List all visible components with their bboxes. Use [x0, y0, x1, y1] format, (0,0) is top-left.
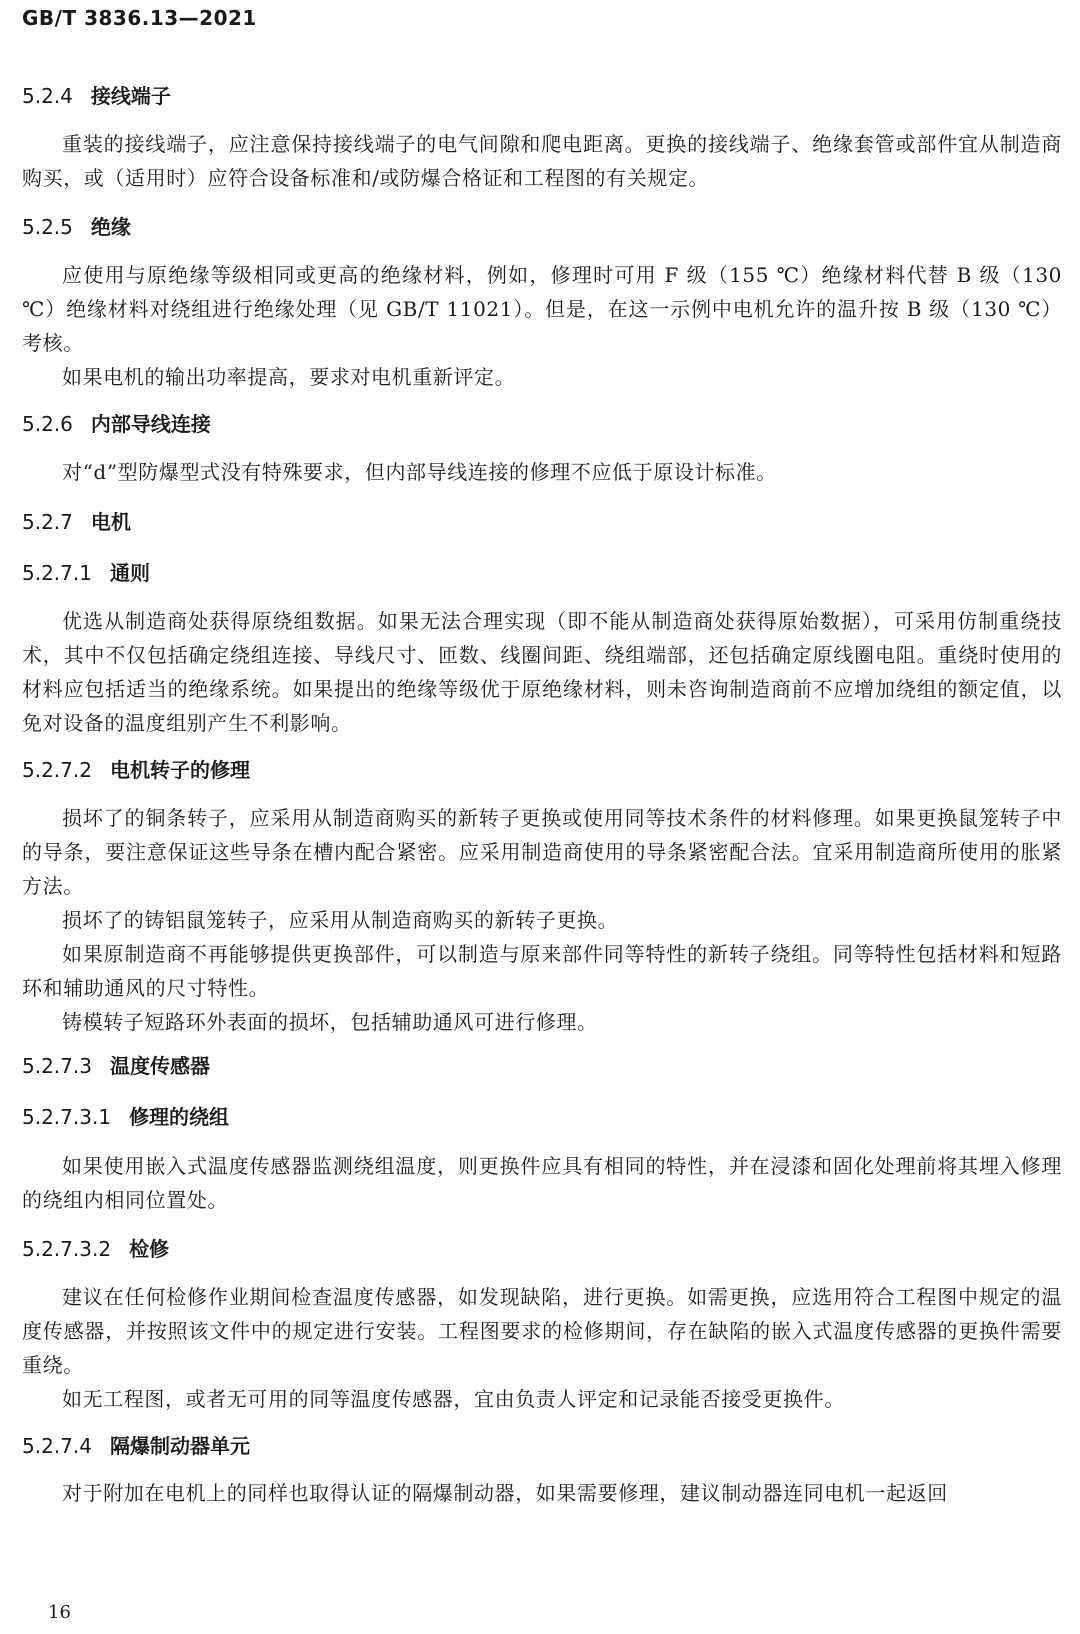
section-body-5-2-7-3-2 [22, 1280, 1062, 1416]
paragraph: 如无工程图，或者无可用的同等温度传感器，宜由负责人评定和记录能否接受更换件。 [62, 1387, 845, 1411]
section-heading-5-2-5 [22, 215, 1062, 239]
paragraph: 优选从制造商处获得原绕组数据。如果无法合理实现（即不能从制造商处获得原始数据），可采用仿制重绕技术，其中不仅包括确定绕组连接、导线尺寸、匝数、线圈间距、绕组端部，还包括确定原线圈电阻。重绕时使用的材料应包括适当的绝缘系统。如果提出的绝缘等级优于原绝缘材料，则未咨询制造商前不应增加绕组的额定值，以免对设备的温度组别产生不利影响。 [22, 609, 1062, 735]
section-title: 内部导线连接 [90, 412, 211, 436]
section-heading-5-2-7-3-2 [22, 1237, 1062, 1261]
standard-code: GB/T 3836.13—2021 [22, 6, 257, 30]
section-body-5-2-7-3-1 [22, 1149, 1062, 1217]
section-number: 5.2.7.3.2 [22, 1237, 112, 1261]
section-heading-5-2-7-4 [22, 1434, 1062, 1458]
section-number: 5.2.7.3.1 [22, 1105, 112, 1129]
section-heading-5-2-7-1 [22, 561, 1062, 585]
page-number: 16 [48, 1602, 71, 1623]
section-number: 5.2.7.2 [22, 758, 92, 782]
paragraph: 如果使用嵌入式温度传感器监测绕组温度，则更换件应具有相同的特性，并在浸漆和固化处理前将其埋入修理的绕组内相同位置处。 [22, 1154, 1062, 1212]
section-title: 隔爆制动器单元 [109, 1434, 250, 1458]
section-heading-5-2-7-2 [22, 758, 1062, 782]
section-title: 温度传感器 [109, 1054, 210, 1078]
section-number: 5.2.7.3 [22, 1054, 92, 1078]
section-body-5-2-4 [22, 127, 1062, 195]
section-title: 检修 [129, 1237, 170, 1261]
section-number: 5.2.7 [22, 510, 73, 534]
section-body-5-2-7-4 [22, 1476, 1062, 1510]
section-title: 电机 [90, 510, 131, 534]
paragraph: 应使用与原绝缘等级相同或更高的绝缘材料，例如，修理时可用 F 级（155 ℃）绝缘材料代替 B 级（130 ℃）绝缘材料对绕组进行绝缘处理（见 GB/T 11021）。但是，在这一示例中电机允许的温升按 B 级（130 ℃）考核。 [22, 263, 1063, 355]
paragraph: 如果原制造商不再能够提供更换部件，可以制造与原来部件同等特性的新转子绕组。同等特性包括材料和短路环和辅助通风的尺寸特性。 [22, 942, 1062, 1000]
paragraph: 铸模转子短路环外表面的损坏，包括辅助通风可进行修理。 [62, 1010, 598, 1034]
paragraph: 重装的接线端子，应注意保持接线端子的电气间隙和爬电距离。更换的接线端子、绝缘套管或部件宜从制造商购买，或（适用时）应符合设备标准和/或防爆合格证和工程图的有关规定。 [22, 132, 1062, 190]
section-title: 绝缘 [90, 215, 131, 239]
section-title: 通则 [109, 561, 150, 585]
section-heading-5-2-7-3 [22, 1054, 1062, 1078]
paragraph: 建议在任何检修作业期间检查温度传感器，如发现缺陷，进行更换。如需更换，应选用符合工程图中规定的温度传感器，并按照该文件中的规定进行安装。工程图要求的检修期间，存在缺陷的嵌入式温度传感器的更换件需要重绕。 [22, 1285, 1062, 1377]
section-title: 接线端子 [90, 84, 171, 108]
section-number: 5.2.4 [22, 84, 73, 108]
section-body-5-2-7-2 [22, 801, 1062, 1039]
section-heading-5-2-7-3-1 [22, 1105, 1062, 1129]
paragraph: 损坏了的铜条转子，应采用从制造商购买的新转子更换或使用同等技术条件的材料修理。如果更换鼠笼转子中的导条，要注意保证这些导条在槽内配合紧密。应采用制造商使用的导条紧密配合法。宜采用制造商所使用的胀紧方法。 [22, 806, 1062, 898]
section-heading-5-2-6 [22, 412, 1062, 436]
paragraph: 损坏了的铸铝鼠笼转子，应采用从制造商购买的新转子更换。 [62, 908, 619, 932]
section-number: 5.2.7.4 [22, 1434, 92, 1458]
section-body-5-2-7-1 [22, 604, 1062, 740]
paragraph: 对“d”型防爆型式没有特殊要求，但内部导线连接的修理不应低于原设计标准。 [62, 460, 777, 484]
section-number: 5.2.6 [22, 412, 73, 436]
paragraph: 对于附加在电机上的同样也取得认证的隔爆制动器，如果需要修理，建议制动器连同电机一起返回 [62, 1481, 948, 1505]
section-title: 电机转子的修理 [109, 758, 250, 782]
section-heading-5-2-4 [22, 84, 1062, 108]
section-body-5-2-6 [22, 455, 1062, 489]
section-body-5-2-5 [22, 258, 1062, 394]
section-title: 修理的绕组 [129, 1105, 230, 1129]
section-number: 5.2.5 [22, 215, 73, 239]
paragraph: 如果电机的输出功率提高，要求对电机重新评定。 [62, 365, 516, 389]
section-heading-5-2-7 [22, 510, 1062, 534]
section-number: 5.2.7.1 [22, 561, 92, 585]
